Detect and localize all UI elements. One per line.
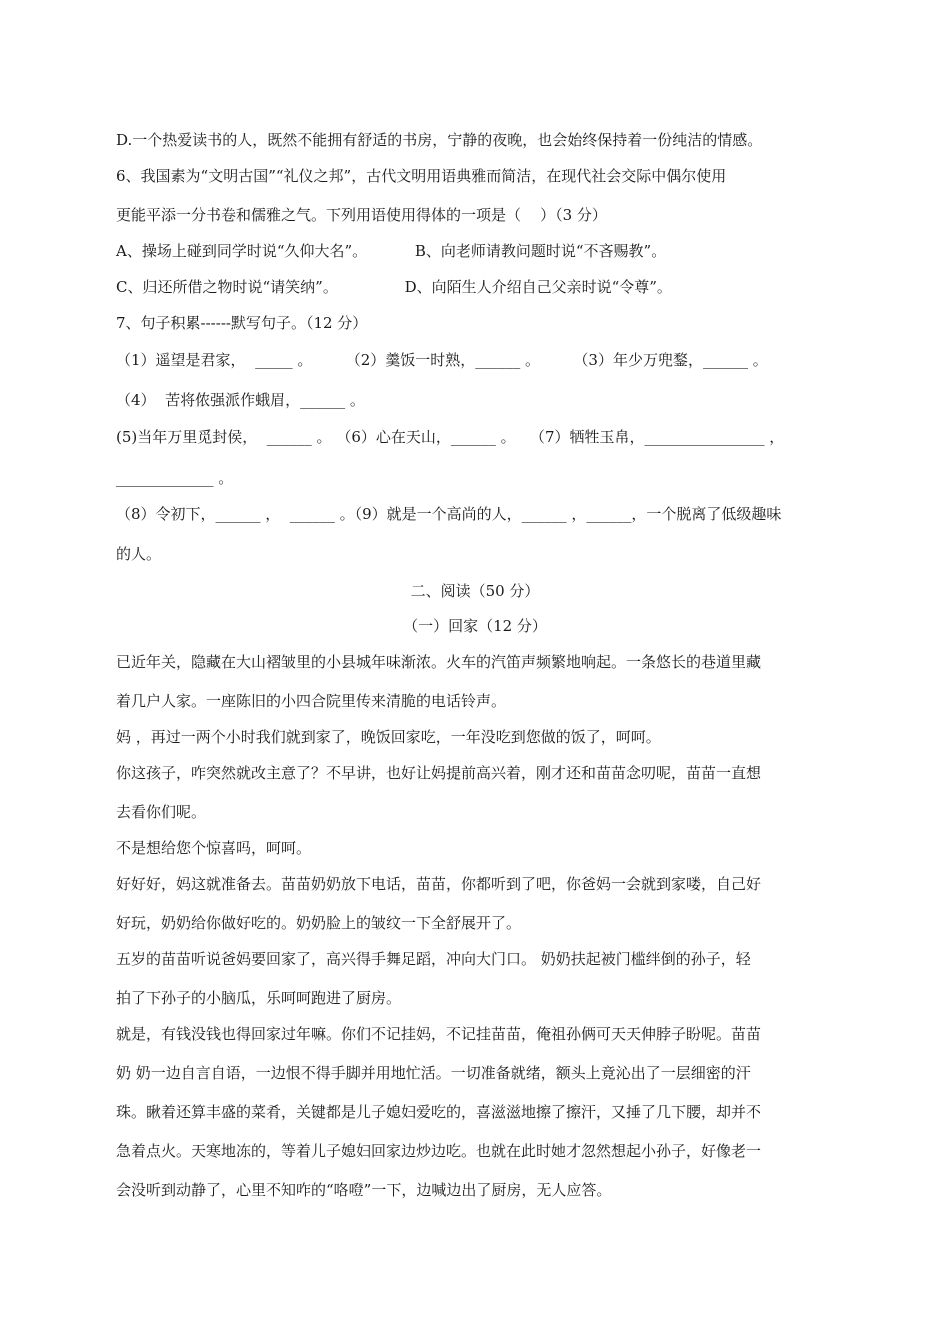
- passage-line: 拍了下孙子的小脑瓜，乐呵呵跑进了厨房。: [116, 989, 402, 1007]
- question-7-line-6: 的人。: [116, 545, 162, 563]
- question-7-line-1: （1）遥望是君家， _____ 。 （2）羹饭一时熟，______ 。 （3）年少万兜鍪，______ 。: [116, 351, 768, 369]
- question-6-options-ab: A、操场上碰到同学时说“久仰大名”。 B、向老师请教问题时说“不吝赐教”。: [116, 242, 667, 260]
- question-7-line-4: _____________ 。: [116, 469, 234, 487]
- question-7-line-2: （4） 苦将侬强派作蛾眉，______ 。: [116, 391, 365, 409]
- passage-line: 急着点火。天寒地冻的，等着儿子媳妇回家边炒边吃。也就在此时她才忽然想起小孙子，好像老一: [116, 1142, 762, 1160]
- passage-line: 妈 ，再过一两个小时我们就到家了，晚饭回家吃，一年没吃到您做的饭了，呵呵。: [116, 728, 661, 746]
- passage-line: 你这孩子，咋突然就改主意了？不早讲，也好让妈提前高兴着，刚才还和苗苗念叨呢，苗苗一直想: [116, 764, 762, 782]
- question-7-line-3: (5)当年万里觅封侯， ______ 。 （6）心在天山，______ 。 （7）牺牲玉帛，________________ ，: [116, 428, 785, 446]
- question-7-line-5: （8）令初下，______ ， ______ 。（9）就是一个高尚的人，______ ，______，一个脱离了低级趣味: [116, 505, 782, 523]
- passage-line: 着几户人家。一座陈旧的小四合院里传来清脆的电话铃声。: [116, 692, 507, 710]
- question-6-options-cd: C、归还所借之物时说“请笑纳”。 D、向陌生人介绍自己父亲时说“令尊”。: [116, 278, 672, 296]
- passage-line: 奶 奶一边自言自语，一边恨不得手脚并用地忙活。一切准备就绪，额头上竟沁出了一层细密的汗: [116, 1064, 751, 1082]
- section-2-title: 二、阅读（50 分）: [410, 582, 540, 600]
- passage-line: 就是，有钱没钱也得回家过年嘛。你们不记挂妈，不记挂苗苗，俺祖孙俩可天天伸脖子盼呢。苗苗: [116, 1025, 762, 1043]
- passage-line: 五岁的苗苗听说爸妈要回家了，高兴得手舞足蹈，冲向大门口。 奶奶扶起被门槛绊倒的孙子，轻: [116, 950, 751, 968]
- question-6-stem-cont: 更能平添一分书卷和儒雅之气。下列用语使用得体的一项是（ ）（3 分）: [116, 206, 607, 224]
- passage-line: 去看你们呢。: [116, 803, 207, 821]
- passage-line: 好好好，妈这就准备去。苗苗奶奶放下电话，苗苗，你都听到了吧，你爸妈一会就到家喽，自己好: [116, 875, 762, 893]
- question-7-heading: 7、句子积累------默写句子。（12 分）: [116, 314, 368, 332]
- passage-line: 会没听到动静了，心里不知咋的“咯噔”一下，边喊边出了厨房，无人应答。: [116, 1181, 612, 1199]
- passage-line: 不是想给您个惊喜吗，呵呵。: [116, 839, 312, 857]
- question-6-stem: 6、我国素为“文明古国”“礼仪之邦”，古代文明用语典雅而简洁，在现代社会交际中偶尔使用: [116, 167, 727, 185]
- reading-1-title: （一）回家（12 分）: [403, 617, 547, 635]
- passage-line: 珠。瞅着还算丰盛的菜肴，关键都是儿子媳妇爱吃的，喜滋滋地擦了擦汗，又捶了几下腰，却并不: [116, 1103, 762, 1121]
- option-d-text: D.一个热爱读书的人，既然不能拥有舒适的书房，宁静的夜晚，也会始终保持着一份纯洁的情感。: [116, 131, 763, 149]
- passage-line: 好玩，奶奶给你做好吃的。奶奶脸上的皱纹一下全舒展开了。: [116, 914, 522, 932]
- passage-line: 已近年关，隐藏在大山褶皱里的小县城年味渐浓。火车的汽笛声频繁地响起。一条悠长的巷道里藏: [116, 653, 762, 671]
